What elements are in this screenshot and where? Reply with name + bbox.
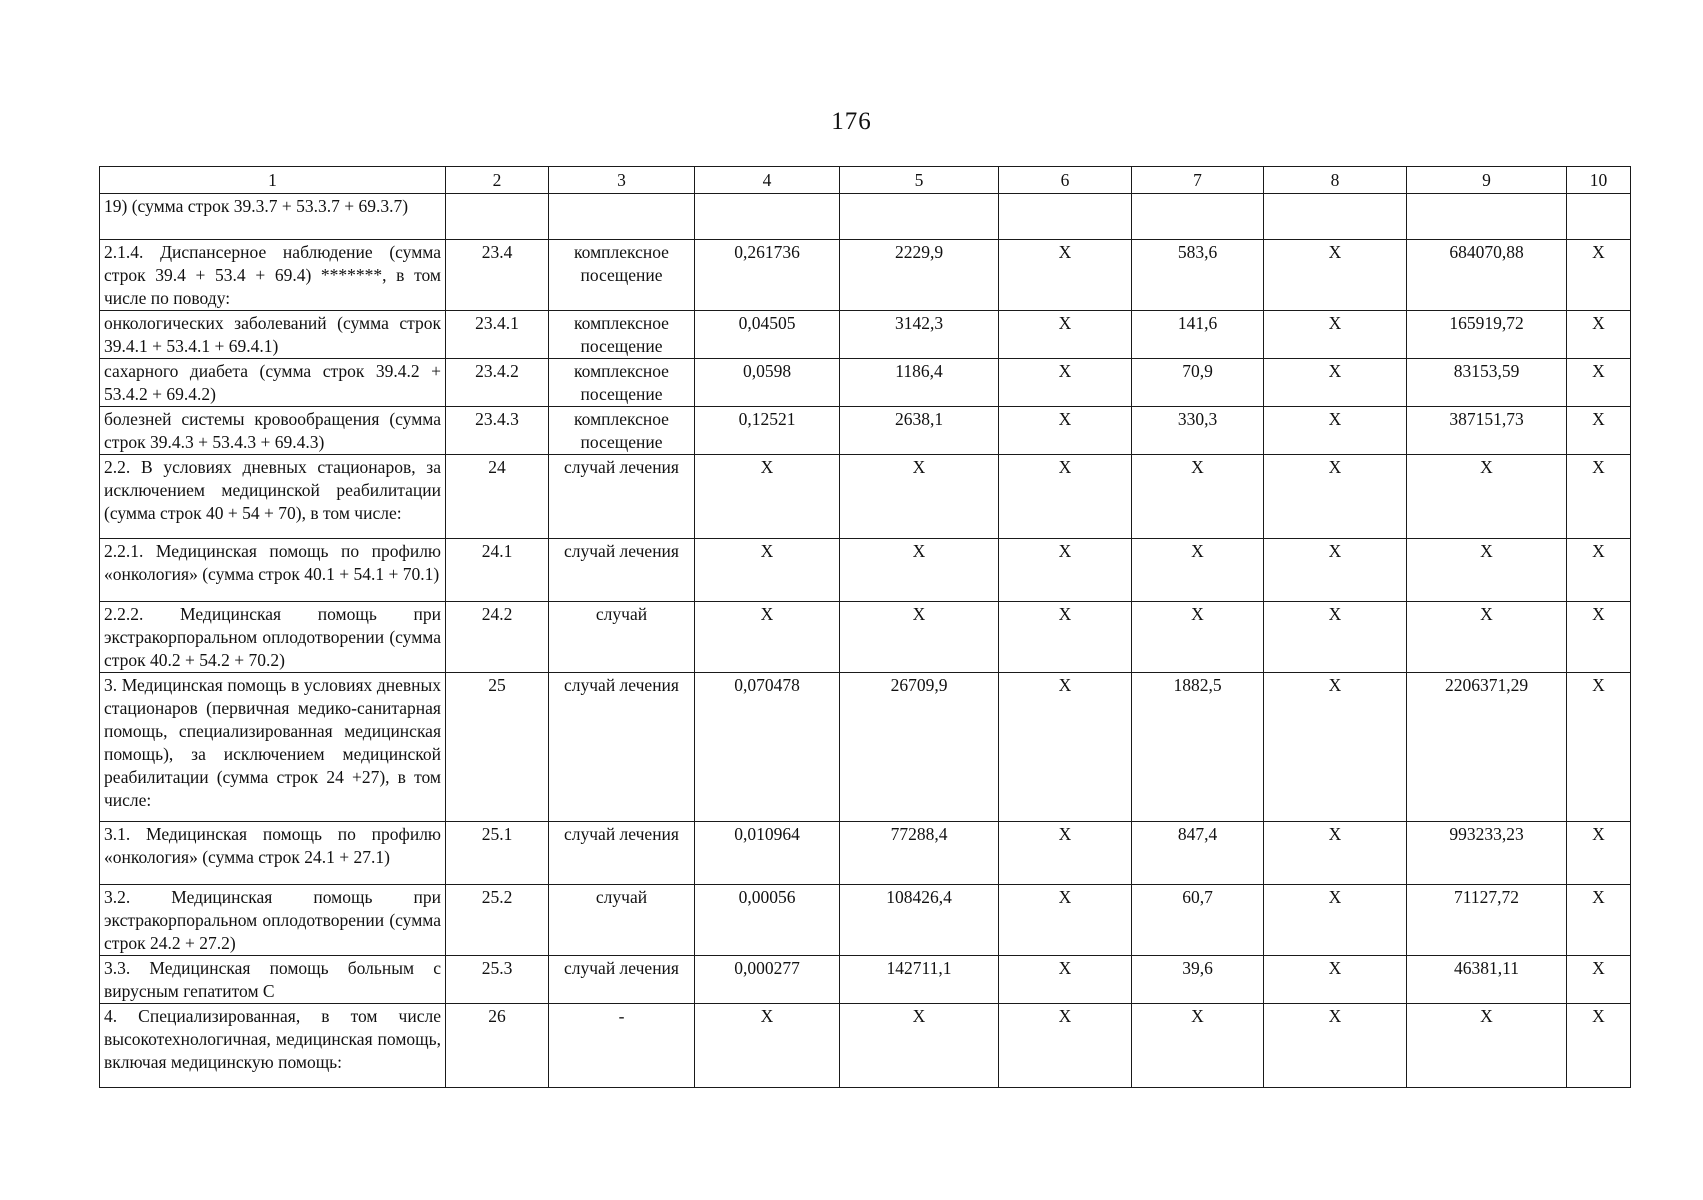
row-description: 2.2.1. Медицинская помощь по профилю «онкология» (сумма строк 40.1 + 54.1 + 70.1) [100, 539, 446, 602]
row-description: 3.1. Медицинская помощь по профилю «онкология» (сумма строк 24.1 + 27.1) [100, 822, 446, 885]
cell-col5: Х [840, 455, 999, 539]
cell-col7: Х [1132, 1004, 1264, 1088]
cell-col9: 165919,72 [1407, 311, 1567, 359]
cell-col8: Х [1264, 673, 1407, 822]
row-code: 25.2 [446, 885, 549, 956]
cell-col6: Х [999, 311, 1132, 359]
cell-col10: Х [1567, 1004, 1631, 1088]
row-unit: случай [549, 602, 695, 673]
cell-col9: 387151,73 [1407, 407, 1567, 455]
cell-col7: 70,9 [1132, 359, 1264, 407]
table-row [100, 539, 1631, 602]
cell-col4: 0,261736 [695, 240, 840, 311]
header-row [100, 167, 1631, 194]
cell-col4 [695, 194, 840, 240]
row-code: 24.1 [446, 539, 549, 602]
cell-col7: 39,6 [1132, 956, 1264, 1004]
cell-col6: Х [999, 455, 1132, 539]
row-description: 3. Медицинская помощь в условиях дневных стационаров (первичная медико-санитарная помощь, специализированная медицинская помощь), за исключением медицинской реабилитации (сумма строк 24 +27), в том числе: [100, 673, 446, 822]
cell-col9: 46381,11 [1407, 956, 1567, 1004]
cell-col5: 77288,4 [840, 822, 999, 885]
column-header: 3 [549, 167, 695, 194]
cell-col7: 583,6 [1132, 240, 1264, 311]
cell-col5: Х [840, 539, 999, 602]
cell-col4: Х [695, 1004, 840, 1088]
cell-col8: Х [1264, 311, 1407, 359]
cell-col10: Х [1567, 673, 1631, 822]
cell-col5 [840, 194, 999, 240]
table-row [100, 673, 1631, 822]
cell-col7: 141,6 [1132, 311, 1264, 359]
cell-col4: Х [695, 602, 840, 673]
row-code: 25.3 [446, 956, 549, 1004]
row-unit: комплексное посещение [549, 359, 695, 407]
column-header: 8 [1264, 167, 1407, 194]
cell-col10: Х [1567, 602, 1631, 673]
cell-col5: 1186,4 [840, 359, 999, 407]
cell-col9: 993233,23 [1407, 822, 1567, 885]
row-description: сахарного диабета (сумма строк 39.4.2 + 53.4.2 + 69.4.2) [100, 359, 446, 407]
cell-col10: Х [1567, 885, 1631, 956]
cell-col10: Х [1567, 956, 1631, 1004]
column-header: 10 [1567, 167, 1631, 194]
row-code: 24.2 [446, 602, 549, 673]
cell-col8: Х [1264, 885, 1407, 956]
row-code: 23.4.1 [446, 311, 549, 359]
row-code [446, 194, 549, 240]
column-header: 9 [1407, 167, 1567, 194]
table-row [100, 455, 1631, 539]
row-code: 23.4.3 [446, 407, 549, 455]
cell-col4: 0,00056 [695, 885, 840, 956]
cell-col5: 2638,1 [840, 407, 999, 455]
cell-col8: Х [1264, 602, 1407, 673]
table-row [100, 407, 1631, 455]
cell-col5: 142711,1 [840, 956, 999, 1004]
cell-col9: 684070,88 [1407, 240, 1567, 311]
row-code: 25.1 [446, 822, 549, 885]
cell-col9: 83153,59 [1407, 359, 1567, 407]
row-unit: комплексное посещение [549, 311, 695, 359]
cell-col9: Х [1407, 539, 1567, 602]
table-row [100, 885, 1631, 956]
row-description: болезней системы кровообращения (сумма строк 39.4.3 + 53.4.3 + 69.4.3) [100, 407, 446, 455]
cell-col9: 71127,72 [1407, 885, 1567, 956]
cell-col7: 330,3 [1132, 407, 1264, 455]
cell-col6: Х [999, 956, 1132, 1004]
cell-col8: Х [1264, 407, 1407, 455]
cell-col10: Х [1567, 822, 1631, 885]
cell-col6: Х [999, 407, 1132, 455]
row-code: 25 [446, 673, 549, 822]
cell-col9: Х [1407, 1004, 1567, 1088]
page-number: 176 [831, 108, 872, 135]
cell-col4: 0,04505 [695, 311, 840, 359]
row-description: 19) (сумма строк 39.3.7 + 53.3.7 + 69.3.7) [100, 194, 446, 240]
row-unit: комплексное посещение [549, 407, 695, 455]
cell-col7 [1132, 194, 1264, 240]
row-code: 23.4.2 [446, 359, 549, 407]
cell-col5: Х [840, 602, 999, 673]
cell-col4: 0,010964 [695, 822, 840, 885]
table-row [100, 602, 1631, 673]
cell-col5: 108426,4 [840, 885, 999, 956]
cell-col10: Х [1567, 359, 1631, 407]
cell-col7: Х [1132, 455, 1264, 539]
table-row [100, 311, 1631, 359]
cell-col8 [1264, 194, 1407, 240]
row-description: 4. Специализированная, в том числе высокотехнологичная, медицинская помощь, включая медицинскую помощь: [100, 1004, 446, 1088]
cell-col6: Х [999, 885, 1132, 956]
row-description: онкологических заболеваний (сумма строк 39.4.1 + 53.4.1 + 69.4.1) [100, 311, 446, 359]
row-code: 23.4 [446, 240, 549, 311]
cell-col8: Х [1264, 956, 1407, 1004]
row-unit [549, 194, 695, 240]
cell-col5: 26709,9 [840, 673, 999, 822]
cell-col9: 2206371,29 [1407, 673, 1567, 822]
cell-col10: Х [1567, 407, 1631, 455]
cell-col6: Х [999, 240, 1132, 311]
cell-col4: Х [695, 539, 840, 602]
row-unit: случай лечения [549, 822, 695, 885]
row-code: 24 [446, 455, 549, 539]
cell-col7: Х [1132, 539, 1264, 602]
row-unit: случай [549, 885, 695, 956]
column-header: 5 [840, 167, 999, 194]
data-table [99, 166, 1631, 1088]
cell-col9: Х [1407, 602, 1567, 673]
cell-col7: 847,4 [1132, 822, 1264, 885]
cell-col8: Х [1264, 240, 1407, 311]
row-description: 2.2. В условиях дневных стационаров, за исключением медицинской реабилитации (сумма строк 40 + 54 + 70), в том числе: [100, 455, 446, 539]
row-description: 2.2.2. Медицинская помощь при экстракорпоральном оплодотворении (сумма строк 40.2 + 54.2 + 70.2) [100, 602, 446, 673]
cell-col10 [1567, 194, 1631, 240]
cell-col8: Х [1264, 1004, 1407, 1088]
table-row [100, 822, 1631, 885]
cell-col4: 0,070478 [695, 673, 840, 822]
table-row [100, 240, 1631, 311]
table-row [100, 194, 1631, 240]
cell-col9 [1407, 194, 1567, 240]
cell-col7: 1882,5 [1132, 673, 1264, 822]
cell-col6 [999, 194, 1132, 240]
cell-col10: Х [1567, 240, 1631, 311]
cell-col4: Х [695, 455, 840, 539]
cell-col8: Х [1264, 822, 1407, 885]
row-unit: - [549, 1004, 695, 1088]
cell-col5: Х [840, 1004, 999, 1088]
row-description: 3.3. Медицинская помощь больным с вирусным гепатитом С [100, 956, 446, 1004]
column-header: 2 [446, 167, 549, 194]
cell-col7: 60,7 [1132, 885, 1264, 956]
cell-col8: Х [1264, 455, 1407, 539]
cell-col6: Х [999, 602, 1132, 673]
cell-col10: Х [1567, 455, 1631, 539]
cell-col4: 0,12521 [695, 407, 840, 455]
cell-col6: Х [999, 539, 1132, 602]
cell-col5: 2229,9 [840, 240, 999, 311]
cell-col6: Х [999, 673, 1132, 822]
table-row [100, 956, 1631, 1004]
column-header: 1 [100, 167, 446, 194]
cell-col6: Х [999, 822, 1132, 885]
table-row [100, 1004, 1631, 1088]
cell-col10: Х [1567, 539, 1631, 602]
cell-col4: 0,000277 [695, 956, 840, 1004]
column-header: 6 [999, 167, 1132, 194]
row-unit: случай лечения [549, 539, 695, 602]
row-unit: случай лечения [549, 956, 695, 1004]
row-description: 3.2. Медицинская помощь при экстракорпоральном оплодотворении (сумма строк 24.2 + 27.2) [100, 885, 446, 956]
column-header: 4 [695, 167, 840, 194]
row-unit: случай лечения [549, 455, 695, 539]
cell-col8: Х [1264, 359, 1407, 407]
column-header: 7 [1132, 167, 1264, 194]
cell-col7: Х [1132, 602, 1264, 673]
row-description: 2.1.4. Диспансерное наблюдение (сумма строк 39.4 + 53.4 + 69.4) *******, в том числе по поводу: [100, 240, 446, 311]
cell-col4: 0,0598 [695, 359, 840, 407]
row-unit: комплексное посещение [549, 240, 695, 311]
cell-col9: Х [1407, 455, 1567, 539]
cell-col6: Х [999, 359, 1132, 407]
table-row [100, 359, 1631, 407]
cell-col5: 3142,3 [840, 311, 999, 359]
cell-col10: Х [1567, 311, 1631, 359]
cell-col6: Х [999, 1004, 1132, 1088]
cell-col8: Х [1264, 539, 1407, 602]
row-code: 26 [446, 1004, 549, 1088]
row-unit: случай лечения [549, 673, 695, 822]
